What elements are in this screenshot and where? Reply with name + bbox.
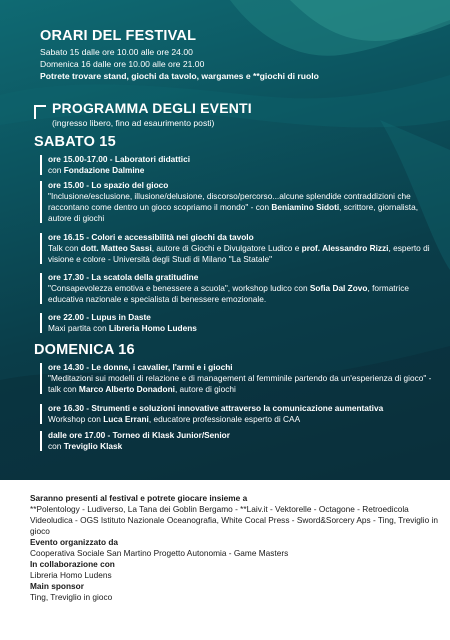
event-description bbox=[48, 243, 440, 265]
event-item bbox=[40, 312, 440, 334]
event-bar bbox=[40, 431, 42, 451]
event-bar bbox=[40, 155, 42, 175]
event-title: ore 14.30 - Le donne, i cavalier, l'armi e i giochi bbox=[48, 362, 233, 372]
organizer-text: Cooperativa Sociale San Martino Progetto Autonomia - Game Masters bbox=[30, 548, 289, 558]
event-text: "Inclusione/esclusione, illusione/delusione, discorso/percorso...alcune splendide contraddizioni che raccontano come dentro un gioco scopriamo il mondo" - con bbox=[48, 191, 411, 212]
footer-credits bbox=[30, 493, 440, 603]
event-text: con bbox=[48, 165, 64, 175]
event-guest: Treviglio Klask bbox=[63, 441, 123, 451]
event-item bbox=[40, 430, 440, 452]
event-bar bbox=[40, 313, 42, 333]
event-guest: Marco Alberto Donadoni bbox=[78, 384, 175, 394]
event-description bbox=[48, 323, 440, 334]
sunday-heading: DOMENICA 16 bbox=[34, 342, 135, 358]
event-bar bbox=[40, 363, 42, 394]
hours-sunday: Domenica 16 dalle ore 10.00 alle ore 21.00 bbox=[40, 59, 205, 69]
bracket-decoration bbox=[34, 105, 46, 119]
event-text: , esperto di visione e colore - Università degli Studi di Milano "La Statale" bbox=[48, 243, 430, 264]
event-guest: dott. Matteo Sassi bbox=[80, 243, 152, 253]
event-text: , autore di giochi bbox=[174, 384, 236, 394]
event-title: ore 15.00-17.00 - Laboratori didattici bbox=[48, 154, 191, 164]
event-text: Talk con bbox=[48, 243, 81, 253]
event-item bbox=[40, 232, 440, 265]
partners-heading: Saranno presenti al festival e potrete giocare insieme a bbox=[30, 493, 248, 503]
event-guest: Sofia Dal Zovo bbox=[309, 283, 368, 293]
event-guest: Luca Errani bbox=[103, 414, 149, 424]
event-title: ore 22.00 - Lupus in Daste bbox=[48, 312, 151, 322]
event-item bbox=[40, 272, 440, 305]
event-guest: Fondazione Dalmine bbox=[63, 165, 145, 175]
event-item bbox=[40, 154, 440, 176]
event-title: ore 15.00 - Lo spazio del gioco bbox=[48, 180, 169, 190]
partners-list: **Polentology - Ludiverso, La Tana dei Goblin Bergamo - **Laiv.it - Vektorelle - Octagone - Retroedicola Videoludica - OGS Istituto Nazionale Oceanografia, White Cocal Press - Sword&Sorcery Aps - Ting, Treviglio in gioco bbox=[30, 504, 438, 536]
event-item bbox=[40, 180, 440, 224]
event-title: dalle ore 17.00 - Torneo di Klask Junior/Senior bbox=[48, 430, 230, 440]
event-description bbox=[48, 165, 440, 176]
sponsor-text: Ting, Treviglio in gioco bbox=[30, 592, 113, 602]
hours-saturday: Sabato 15 dalle ore 10.00 alle ore 24.00 bbox=[40, 47, 193, 57]
event-title: ore 17.30 - La scatola della gratitudine bbox=[48, 272, 199, 282]
event-description bbox=[48, 283, 440, 305]
event-title: ore 16.15 - Colori e accessibilità nei giochi da tavolo bbox=[48, 232, 254, 242]
event-bar bbox=[40, 181, 42, 223]
event-bar bbox=[40, 273, 42, 304]
event-guest: Libreria Homo Ludens bbox=[108, 323, 197, 333]
collaboration-text: Libreria Homo Ludens bbox=[30, 570, 112, 580]
event-bar bbox=[40, 233, 42, 264]
hours-note: Potrete trovare stand, giochi da tavolo, wargames e **giochi di ruolo bbox=[40, 71, 319, 81]
program-subtitle: (ingresso libero, fino ad esaurimento posti) bbox=[52, 118, 215, 128]
event-text: con bbox=[48, 441, 64, 451]
event-item bbox=[40, 403, 440, 425]
program-title: PROGRAMMA DEGLI EVENTI bbox=[52, 100, 252, 116]
event-text: "Meditazioni sui modelli di relazione e di management al femminile partendo da un'esperienza di gioco" - talk con bbox=[48, 373, 432, 394]
event-text: Workshop con bbox=[48, 414, 104, 424]
event-title: ore 16.30 - Strumenti e soluzioni innovative attraverso la comunicazione aumentativa bbox=[48, 403, 384, 413]
event-item bbox=[40, 362, 440, 395]
event-description bbox=[48, 441, 440, 452]
event-description bbox=[48, 373, 440, 395]
event-text: , formatrice educativa nazionale e specialista di benessere emozionale. bbox=[48, 283, 409, 304]
event-text: Maxi partita con bbox=[48, 323, 109, 333]
event-bar bbox=[40, 404, 42, 424]
event-text: "Consapevolezza emotiva e benessere a scuola", workshop ludico con bbox=[48, 283, 310, 293]
organizer-heading: Evento organizzato da bbox=[30, 537, 119, 547]
event-description bbox=[48, 191, 440, 224]
hours-title: ORARI DEL FESTIVAL bbox=[40, 28, 197, 44]
event-text: , scrittore, giornalista, autore di giochi bbox=[48, 202, 419, 223]
sponsor-heading: Main sponsor bbox=[30, 581, 84, 591]
event-text: , autore di Giochi e Divulgatore Ludico e bbox=[151, 243, 302, 253]
collaboration-heading: In collaborazione con bbox=[30, 559, 115, 569]
event-guest: Beniamino Sidoti bbox=[271, 202, 340, 212]
event-description bbox=[48, 414, 440, 425]
event-guest: prof. Alessandro Rizzi bbox=[301, 243, 389, 253]
saturday-heading: SABATO 15 bbox=[34, 134, 116, 150]
event-text: , educatore professionale esperto di CAA bbox=[148, 414, 301, 424]
